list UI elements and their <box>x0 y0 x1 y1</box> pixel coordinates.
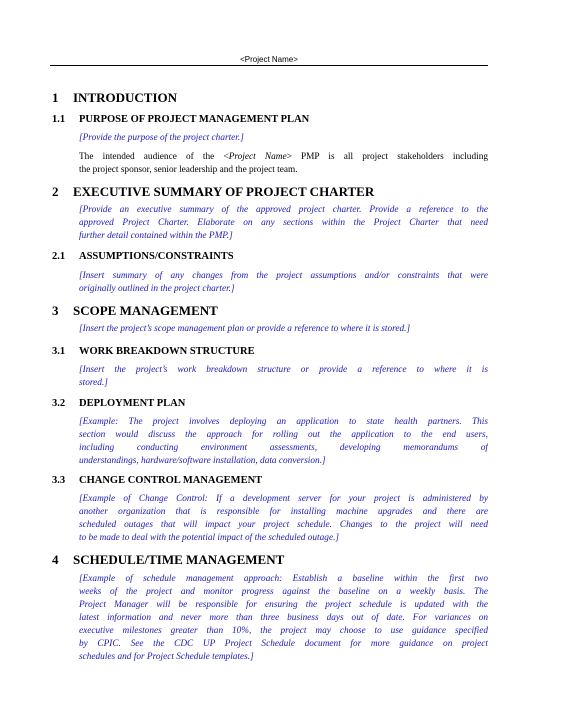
instruction-line: [Example: The project involves deploying an application to state health partners. This <box>79 417 488 427</box>
instruction-line: [Example of Change Control: If a development server for your project is administered by <box>79 494 488 504</box>
section-title: INTRODUCTION <box>73 90 178 105</box>
instruction-text <box>79 493 488 545</box>
subsection-title: PURPOSE OF PROJECT MANAGEMENT PLAN <box>79 114 310 125</box>
instruction-line: further detail contained within the PMP.] <box>79 231 233 241</box>
instruction-line: schedules and for Project Schedule templates.] <box>79 652 254 662</box>
instruction-line: Project Manager will be responsible for ensuring the project schedule is updated with the <box>79 600 488 610</box>
body-line <box>79 151 488 164</box>
instruction-line: by CPIC. See the CDC UP Project Schedule document for more guidance on project <box>79 639 488 649</box>
instruction-text <box>79 132 488 145</box>
subsection-title: ASSUMPTIONS/CONSTRAINTS <box>79 251 234 262</box>
section-number: 2 <box>52 184 59 199</box>
instruction-line: approved Project Charter. Elaborate on any sections within the Project Charter that need <box>79 218 488 228</box>
subsection-title: DEPLOYMENT PLAN <box>79 398 186 409</box>
instruction-text <box>79 323 488 336</box>
instruction-line: [Provide the purpose of the project charter.] <box>79 133 244 143</box>
subsection-number: 3.1 <box>52 346 66 357</box>
instruction-line: [Provide an executive summary of the approved project charter. Provide a reference to the <box>79 205 488 215</box>
instruction-line: another organization that is responsible for installing machine upgrades and there are <box>79 507 488 517</box>
running-header: <Project Name> <box>240 55 298 64</box>
instruction-text <box>79 204 488 243</box>
instruction-line: [Insert the project’s scope management plan or provide a reference to where it is stored.] <box>79 324 411 334</box>
body-text: > PMP is all project stakeholders including <box>286 152 488 162</box>
subsection-title: CHANGE CONTROL MANAGEMENT <box>79 475 263 486</box>
instruction-text <box>79 573 488 664</box>
subsection-number: 3.3 <box>52 475 66 486</box>
instruction-line: originally outlined in the project charter.] <box>79 284 235 294</box>
section-title: EXECUTIVE SUMMARY OF PROJECT CHARTER <box>73 184 375 199</box>
instruction-text <box>79 416 488 468</box>
project-name-placeholder: Project Name <box>228 152 287 162</box>
section-number: 3 <box>52 303 59 318</box>
section-title: SCHEDULE/TIME MANAGEMENT <box>73 552 285 567</box>
instruction-text <box>79 364 488 390</box>
instruction-line: to be made to deal with the potential impact of the scheduled outage.] <box>79 533 340 543</box>
instruction-line: [Insert summary of any changes from the project assumptions and/or constraints that were <box>79 271 488 281</box>
instruction-line: including conducting environment assessments, developing memorandums of <box>79 443 488 453</box>
subsection-number: 1.1 <box>52 114 66 125</box>
instruction-line: [Insert the project’s work breakdown structure or provide a reference to where it is <box>79 365 488 375</box>
subsection-title: WORK BREAKDOWN STRUCTURE <box>79 346 255 357</box>
instruction-line: weeks of the project and monitor progress against the baseline on a weekly basis. The <box>79 587 488 597</box>
instruction-line: latest information and never more than three business days out of date. For variances on <box>79 613 488 623</box>
instruction-line: understandings, hardware/software installation, data conversion.] <box>79 456 326 466</box>
instruction-line: [Example of schedule management approach: Establish a baseline within the first two <box>79 574 488 584</box>
instruction-text <box>79 270 488 296</box>
instruction-line: executive milestones greater than 10%, the project may choose to use guidance specified <box>79 626 488 636</box>
instruction-line: section would discuss the approach for rolling out the application to the end users, <box>79 430 488 440</box>
subsection-number: 3.2 <box>52 398 66 409</box>
instruction-line: scheduled outages that will impact your project schedule. Changes to the project will need <box>79 520 488 530</box>
body-text: The intended audience of the < <box>79 152 229 162</box>
section-number: 1 <box>52 90 59 105</box>
body-paragraph <box>79 151 488 177</box>
header-rule <box>50 65 488 66</box>
body-line: the project sponsor, senior leadership and the project team. <box>79 165 298 175</box>
section-number: 4 <box>52 552 59 567</box>
section-title: SCOPE MANAGEMENT <box>73 303 218 318</box>
instruction-line: stored.] <box>79 378 108 388</box>
subsection-number: 2.1 <box>52 251 66 262</box>
